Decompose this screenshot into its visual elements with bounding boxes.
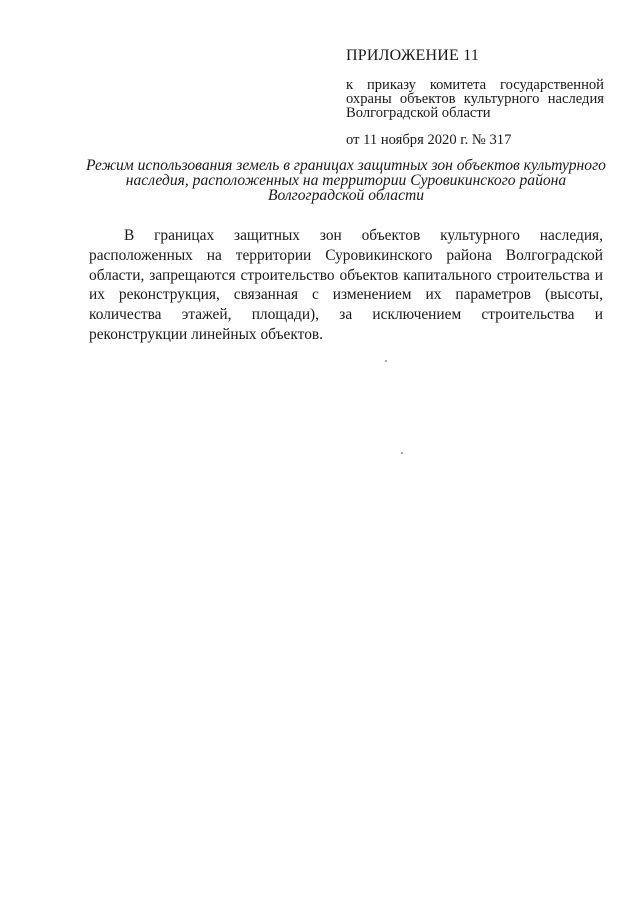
appendix-order-reference: к приказу комитета государственной охраны объектов культурного наследия Волгоградской области [346, 77, 604, 121]
appendix-date-number: от 11 ноября 2020 г. № 317 [346, 132, 512, 148]
appendix-title: ПРИЛОЖЕНИЕ 11 [346, 47, 480, 64]
scan-speck [385, 360, 387, 362]
document-title: Режим использования земель в границах защитных зон объектов культурного наследия, расположенных на территории Суровикинского района Волгоградской области [86, 157, 606, 204]
document-body-paragraph: В границах защитных зон объектов культурного наследия, расположенных на территории Суровикинского района Волгоградской области, запрещаются строительство объектов капитального строительства и их реконструкция, связанная с изменением их параметров (высоты, количества этажей, площади), за исключением строительства и реконструкции линейных объектов. [89, 227, 603, 343]
scan-speck [401, 452, 403, 454]
appendix-header [346, 48, 604, 148]
